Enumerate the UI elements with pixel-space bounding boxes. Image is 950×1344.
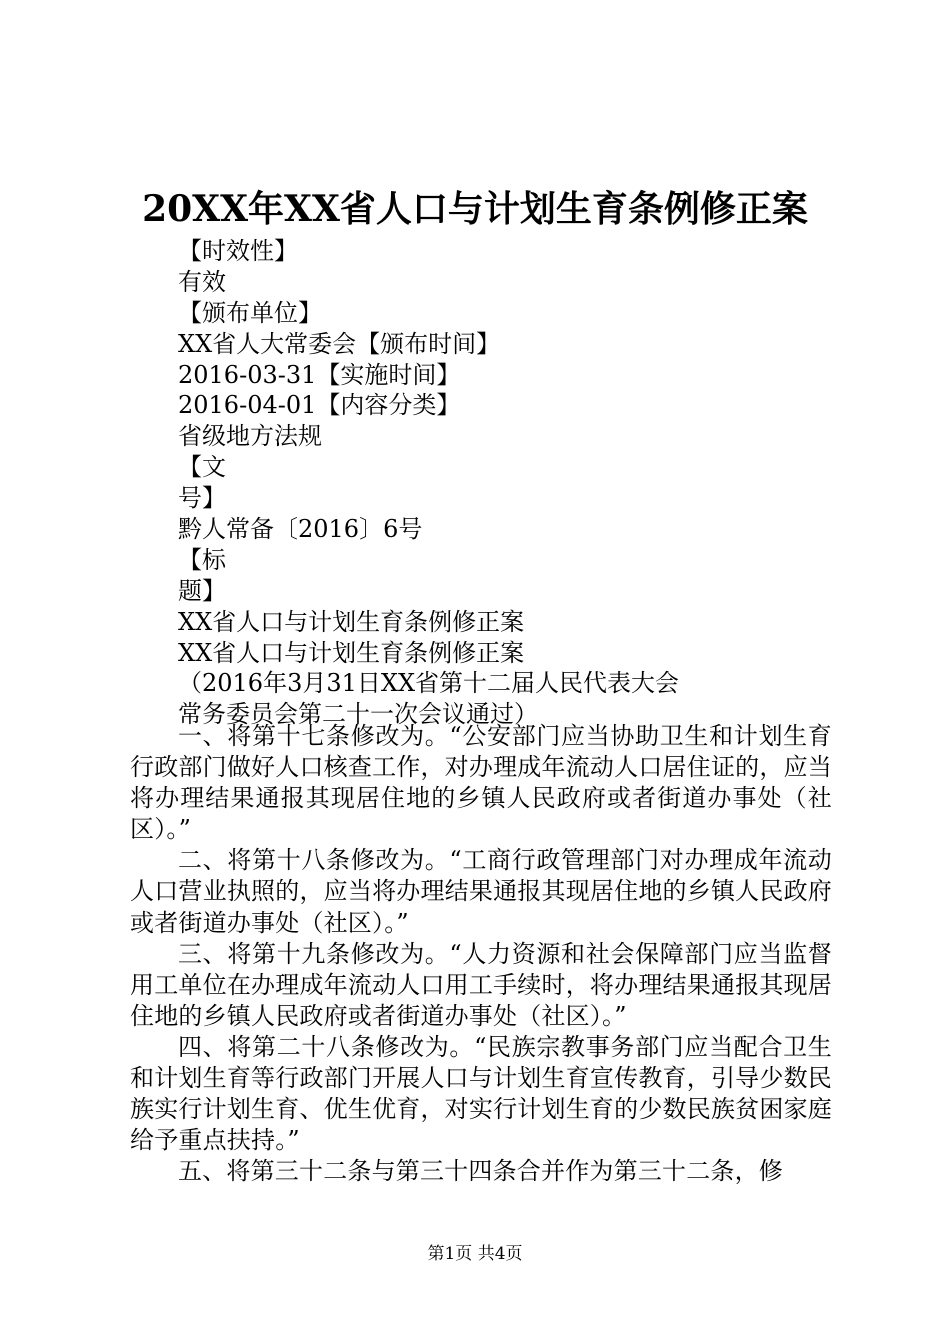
meta-line: 有效: [178, 267, 226, 296]
page-footer: 第1页 共4页: [427, 1244, 523, 1264]
meta-line: 题】: [178, 576, 226, 605]
document-title: 20XX年XX省人口与计划生育条例修正案: [142, 188, 808, 230]
document-metadata: [178, 236, 878, 730]
amendment-paragraph: 二、将第十八条修改为。“工商行政管理部门对办理成年流动人口营业执照的，应当将办理结果通报其现居住地的乡镇人民政府或者街道办事处（社区）。”: [130, 846, 832, 937]
meta-line: XX省人口与计划生育条例修正案: [178, 638, 525, 667]
meta-line: 黔人常备〔2016〕6号: [178, 515, 423, 544]
meta-line: 【文: [178, 453, 226, 482]
amendment-paragraph: 三、将第十九条修改为。“人力资源和社会保障部门应当监督用工单位在办理成年流动人口用工手续时，将办理结果通报其现居住地的乡镇人民政府或者街道办事处（社区）。”: [130, 939, 832, 1030]
meta-line: 【颁布单位】: [178, 298, 322, 327]
document-body: [130, 721, 832, 1187]
meta-line: （2016年3月31日XX省第十二届人民代表大会: [178, 669, 680, 698]
meta-line: 常务委员会第二十一次会议通过）: [178, 700, 538, 729]
amendment-paragraph: 五、将第三十二条与第三十四条合并作为第三十二条，修: [178, 1157, 783, 1186]
meta-line: 省级地方法规: [178, 422, 322, 451]
meta-line: 号】: [178, 484, 226, 513]
meta-line: 【时效性】: [178, 237, 298, 265]
meta-line: 2016-03-31【实施时间】: [178, 360, 461, 389]
meta-line: XX省人口与计划生育条例修正案: [178, 607, 525, 636]
meta-line: 2016-04-01【内容分类】: [178, 391, 461, 420]
meta-line: 【标: [178, 545, 226, 574]
meta-line: XX省人大常委会【颁布时间】: [178, 329, 501, 358]
amendment-paragraph: 一、将第十七条修改为。“公安部门应当协助卫生和计划生育行政部门做好人口核查工作，对办理成年流动人口居住证的，应当将办理结果通报其现居住地的乡镇人民政府或者街道办事处（社区）。”: [130, 722, 832, 844]
amendment-paragraph: 四、将第二十八条修改为。“民族宗教事务部门应当配合卫生和计划生育等行政部门开展人口与计划生育宣传教育，引导少数民族实行计划生育、优生优育，对实行计划生育的少数民族贫困家庭给予重点扶持。”: [130, 1032, 832, 1155]
